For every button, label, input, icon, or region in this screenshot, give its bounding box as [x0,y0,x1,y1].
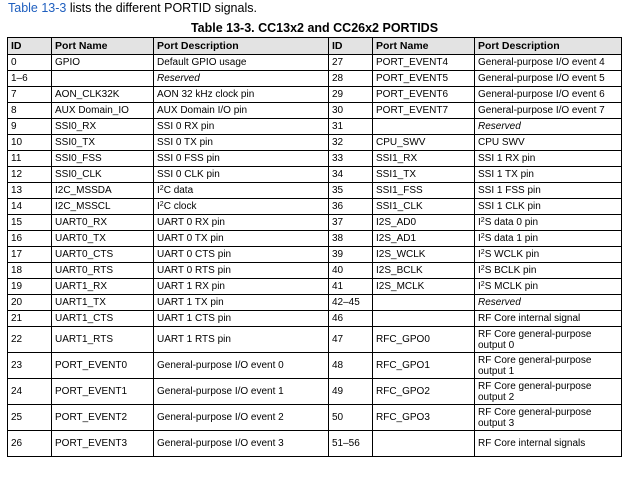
port-description-cell: Reserved [475,119,622,135]
port-name-cell: RFC_GPO1 [373,353,475,379]
table-row [8,199,622,215]
port-name-cell: AON_CLK32K [52,87,154,103]
port-name-cell: CPU_SWV [373,135,475,151]
table-reference-link[interactable]: Table 13-3 [8,1,67,15]
port-name-cell: PORT_EVENT6 [373,87,475,103]
table-row [8,279,622,295]
port-id-cell: 40 [329,263,373,279]
port-id-cell: 39 [329,247,373,263]
port-name-cell: UART1_CTS [52,311,154,327]
port-description-cell: General-purpose I/O event 4 [475,55,622,71]
port-name-cell [373,119,475,135]
port-id-cell: 13 [8,183,52,199]
table-row [8,87,622,103]
port-description-cell: UART 0 CTS pin [154,247,329,263]
port-description-cell: RF Core general-purpose output 1 [475,353,622,379]
intro-text: lists the different PORTID signals. [66,1,257,15]
port-description-cell: General-purpose I/O event 7 [475,103,622,119]
port-description-cell: UART 1 RX pin [154,279,329,295]
port-id-cell: 29 [329,87,373,103]
port-description-cell: SSI 1 TX pin [475,167,622,183]
port-id-cell: 1–6 [8,71,52,87]
port-name-cell: SSI0_TX [52,135,154,151]
port-id-cell: 37 [329,215,373,231]
port-id-cell: 17 [8,247,52,263]
port-description-cell: $I^2C$ clock [154,199,329,215]
table-row [8,55,622,71]
table-caption: Table 13-3. CC13x2 and CC26x2 PORTIDS [190,21,439,35]
port-id-cell: 26 [8,431,52,457]
table-row [8,379,622,405]
table-row [8,431,622,457]
port-name-cell: RFC_GPO0 [373,327,475,353]
port-id-cell: 9 [8,119,52,135]
port-id-cell: 10 [8,135,52,151]
port-id-cell: 21 [8,311,52,327]
table-row [8,327,622,353]
port-name-cell: I2C_MSSDA [52,183,154,199]
port-id-cell: 50 [329,405,373,431]
port-id-cell: 0 [8,55,52,71]
header-port-name-left: Port Name [52,38,154,55]
port-id-cell: 11 [8,151,52,167]
port-description-cell: UART 1 RTS pin [154,327,329,353]
port-id-cell: 36 [329,199,373,215]
port-id-cell: 35 [329,183,373,199]
port-name-cell: AUX Domain_IO [52,103,154,119]
port-name-cell: SSI1_FSS [373,183,475,199]
header-id-right: ID [329,38,373,55]
port-id-cell: 30 [329,103,373,119]
table-row [8,231,622,247]
port-name-cell: PORT_EVENT4 [373,55,475,71]
port-name-cell: SSI1_TX [373,167,475,183]
port-id-cell: 20 [8,295,52,311]
port-name-cell: RFC_GPO2 [373,379,475,405]
port-description-cell: $I^2S$ BCLK pin [475,263,622,279]
port-description-cell: $I^2C$ data [154,183,329,199]
table-row [8,151,622,167]
port-id-cell: 32 [329,135,373,151]
port-description-cell: RF Core internal signal [475,311,622,327]
port-description-cell: CPU SWV [475,135,622,151]
port-name-cell: PORT_EVENT5 [373,71,475,87]
port-description-cell: RF Core general-purpose output 2 [475,379,622,405]
port-id-cell: 25 [8,405,52,431]
table-row [8,119,622,135]
port-id-cell: 8 [8,103,52,119]
port-description-cell: RF Core internal signals [475,431,622,457]
table-row [8,215,622,231]
port-description-cell: General-purpose I/O event 2 [154,405,329,431]
port-description-cell: SSI 0 TX pin [154,135,329,151]
port-description-cell: General-purpose I/O event 3 [154,431,329,457]
port-name-cell [52,71,154,87]
port-description-cell: General-purpose I/O event 1 [154,379,329,405]
port-description-cell: SSI 0 RX pin [154,119,329,135]
port-id-cell: 31 [329,119,373,135]
port-id-cell: 18 [8,263,52,279]
table-row [8,103,622,119]
port-name-cell [373,431,475,457]
port-description-cell: General-purpose I/O event 0 [154,353,329,379]
table-body [8,55,622,457]
header-port-name-right: Port Name [373,38,475,55]
port-name-cell: PORT_EVENT7 [373,103,475,119]
table-row [8,71,622,87]
port-id-cell: 47 [329,327,373,353]
port-description-cell: SSI 0 FSS pin [154,151,329,167]
table-row [8,263,622,279]
port-description-cell: Reserved [154,71,329,87]
table-row [8,405,622,431]
port-description-cell: SSI 1 CLK pin [475,199,622,215]
header-port-description-left: Port Description [154,38,329,55]
port-id-cell: 48 [329,353,373,379]
port-description-cell: SSI 0 CLK pin [154,167,329,183]
port-id-cell: 27 [329,55,373,71]
port-name-cell: RFC_GPO3 [373,405,475,431]
table-row [8,295,622,311]
port-description-cell: UART 1 TX pin [154,295,329,311]
header-port-description-right: Port Description [475,38,622,55]
port-description-cell: AUX Domain I/O pin [154,103,329,119]
port-description-cell: $I^2S$ MCLK pin [475,279,622,295]
table-row [8,247,622,263]
port-id-cell: 15 [8,215,52,231]
port-description-cell: SSI 1 FSS pin [475,183,622,199]
port-description-cell: UART 1 CTS pin [154,311,329,327]
port-name-cell: I2S_BCLK [373,263,475,279]
port-id-cell: 34 [329,167,373,183]
port-description-cell: Reserved [475,295,622,311]
port-id-cell: 12 [8,167,52,183]
table-row [8,167,622,183]
port-description-cell: $I^2S$ data 0 pin [475,215,622,231]
port-id-cell: 23 [8,353,52,379]
port-name-cell [373,311,475,327]
port-name-cell: I2S_WCLK [373,247,475,263]
table-row [8,135,622,151]
table-header-row [8,38,622,55]
port-name-cell: PORT_EVENT0 [52,353,154,379]
port-description-cell: RF Core general-purpose output 0 [475,327,622,353]
port-id-cell: 38 [329,231,373,247]
port-name-cell: SSI1_CLK [373,199,475,215]
port-name-cell: I2S_AD1 [373,231,475,247]
port-description-cell: $I^2S$ WCLK pin [475,247,622,263]
port-name-cell: PORT_EVENT1 [52,379,154,405]
port-description-cell: UART 0 RX pin [154,215,329,231]
intro-sentence [8,1,257,15]
port-description-cell: SSI 1 RX pin [475,151,622,167]
port-name-cell: I2C_MSSCL [52,199,154,215]
port-id-cell: 33 [329,151,373,167]
port-name-cell: GPIO [52,55,154,71]
port-id-cell: 7 [8,87,52,103]
port-id-cell: 14 [8,199,52,215]
port-id-cell: 46 [329,311,373,327]
port-name-cell: SSI0_RX [52,119,154,135]
port-description-cell: $I^2S$ data 1 pin [475,231,622,247]
port-id-cell: 28 [329,71,373,87]
table-row [8,353,622,379]
portid-table [7,37,622,457]
port-name-cell: UART0_RTS [52,263,154,279]
port-description-cell: RF Core general-purpose output 3 [475,405,622,431]
table-row [8,311,622,327]
port-name-cell: I2S_MCLK [373,279,475,295]
port-description-cell: AON 32 kHz clock pin [154,87,329,103]
port-name-cell [373,295,475,311]
port-description-cell: General-purpose I/O event 5 [475,71,622,87]
port-name-cell: UART1_TX [52,295,154,311]
port-description-cell: General-purpose I/O event 6 [475,87,622,103]
port-id-cell: 49 [329,379,373,405]
port-name-cell: I2S_AD0 [373,215,475,231]
port-name-cell: SSI0_CLK [52,167,154,183]
table-row [8,183,622,199]
port-description-cell: Default GPIO usage [154,55,329,71]
port-id-cell: 16 [8,231,52,247]
port-id-cell: 22 [8,327,52,353]
port-name-cell: UART0_TX [52,231,154,247]
port-id-cell: 51–56 [329,431,373,457]
port-name-cell: UART0_RX [52,215,154,231]
port-name-cell: SSI0_FSS [52,151,154,167]
port-name-cell: PORT_EVENT2 [52,405,154,431]
port-id-cell: 41 [329,279,373,295]
port-name-cell: UART1_RTS [52,327,154,353]
port-name-cell: UART0_CTS [52,247,154,263]
port-id-cell: 42–45 [329,295,373,311]
port-name-cell: UART1_RX [52,279,154,295]
port-name-cell: SSI1_RX [373,151,475,167]
port-id-cell: 19 [8,279,52,295]
port-id-cell: 24 [8,379,52,405]
port-name-cell: PORT_EVENT3 [52,431,154,457]
port-description-cell: UART 0 RTS pin [154,263,329,279]
header-id-left: ID [8,38,52,55]
port-description-cell: UART 0 TX pin [154,231,329,247]
